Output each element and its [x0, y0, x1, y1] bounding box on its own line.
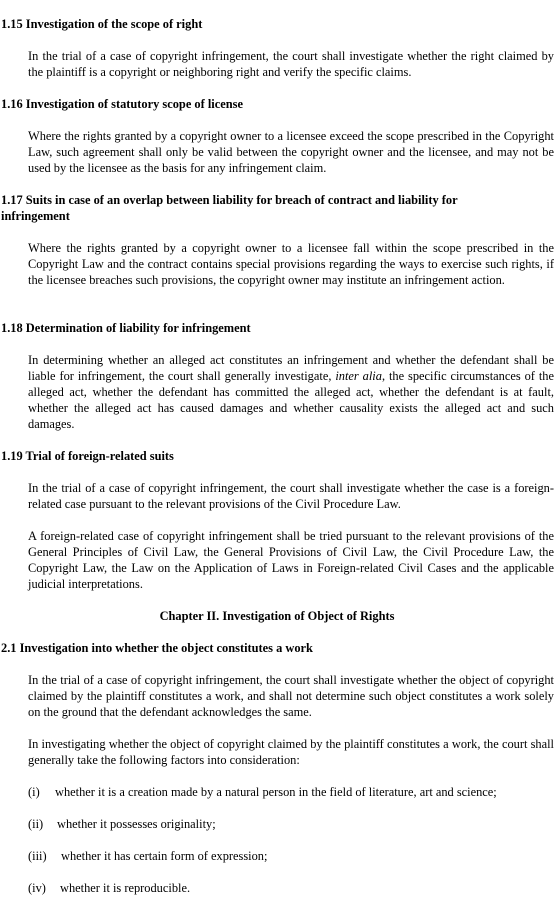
list-item-text: whether it possesses originality;	[57, 817, 216, 831]
list-item-number: (iii)	[28, 849, 47, 863]
section-paragraph-2-1-a: In the trial of a case of copyright infringement, the court shall investigate whether the object of copyright claimed by the plaintiff constitutes a work, and shall not determine such object constitutes a work solely on the ground that the defendant acknowledges the same.	[28, 673, 554, 719]
italic-term: inter alia	[335, 369, 382, 383]
chapter-title: Chapter II. Investigation of Object of Rights	[159, 609, 395, 623]
section-heading-1-15: 1.15 Investigation of the scope of right	[1, 17, 203, 31]
section-paragraph-1-19-b: A foreign-related case of copyright infringement shall be tried pursuant to the relevant provisions of the General Principles of Civil Law, the General Provisions of Civil Law, the Civil Procedure Law, the Copyright Law, the Law on the Application of Laws in Foreign-related Civil Cases and the applicable judicial interpretations.	[28, 529, 554, 591]
list-item	[28, 880, 554, 896]
list-item-number: (ii)	[28, 817, 44, 831]
section-paragraph-1-17: Where the rights granted by a copyright owner to a licensee fall within the scope prescribed in the Copyright Law and the contract contains special provisions regarding the ways to exercise such rights, if the licensee breaches such provisions, the copyright owner may institute an infringement action.	[28, 241, 554, 287]
paragraph-text-part: In determining whether an alleged act constitutes an infringement and whether the defendant shall be liable for infringement, the court shall generally investigate,	[28, 353, 554, 383]
section-heading-1-19: 1.19 Trial of foreign-related suits	[1, 449, 174, 463]
section-paragraph-1-18	[28, 352, 554, 432]
section-heading-1-17: 1.17 Suits in case of an overlap between liability for breach of contract and liability for infringement	[1, 193, 458, 223]
list-item	[28, 848, 554, 864]
list-item-text: whether it has certain form of expression;	[61, 849, 268, 863]
list-item-number: (iv)	[28, 881, 46, 895]
section-heading-1-16: 1.16 Investigation of statutory scope of license	[1, 97, 243, 111]
section-heading-2-1: 2.1 Investigation into whether the object constitutes a work	[1, 641, 313, 655]
section-paragraph-1-16: Where the rights granted by a copyright owner to a licensee exceed the scope prescribed in the Copyright Law, such agreement shall only be valid between the copyright owner and the licensee, and may not be used by the licensee as the basis for any infringement claim.	[28, 129, 554, 175]
list-item	[28, 816, 554, 832]
list-item-text: whether it is reproducible.	[60, 881, 191, 895]
list-item	[28, 784, 554, 800]
list-item-text: whether it is a creation made by a natural person in the field of literature, art and science;	[55, 785, 497, 799]
paragraph-text-part: , the specific circumstances of the alleged act, whether the defendant has committed the alleged act, whether the defendant is at fault, whether the alleged act has caused damages and whether causality exists the alleged act and such damages.	[28, 369, 554, 431]
list-item-number: (i)	[28, 785, 40, 799]
section-paragraph-1-15: In the trial of a case of copyright infringement, the court shall investigate whether the right claimed by the plaintiff is a copyright or neighboring right and verify the specific claims.	[28, 49, 554, 79]
section-paragraph-2-1-b: In investigating whether the object of copyright claimed by the plaintiff constitutes a work, the court shall generally take the following factors into consideration:	[28, 737, 554, 767]
section-heading-1-18: 1.18 Determination of liability for infringement	[1, 321, 251, 335]
section-paragraph-1-19-a: In the trial of a case of copyright infringement, the court shall investigate whether the case is a foreign-related case pursuant to the relevant provisions of the Civil Procedure Law.	[28, 481, 554, 511]
